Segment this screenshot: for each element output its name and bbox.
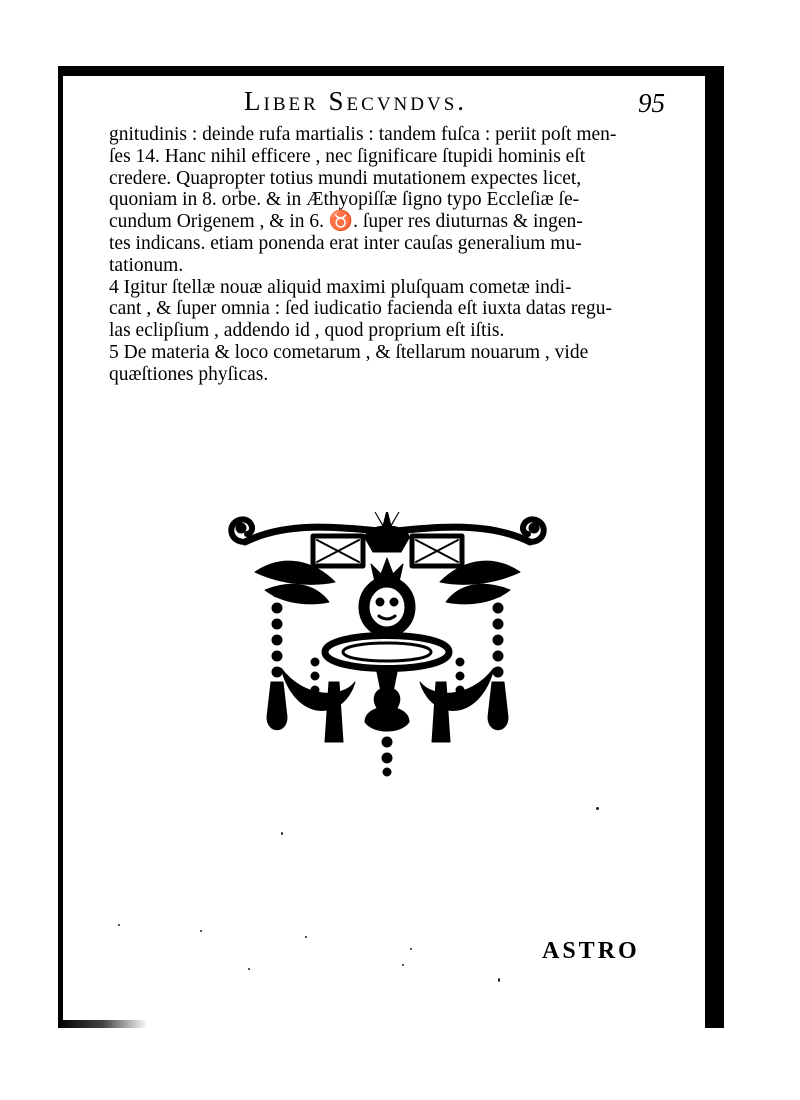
page-frame-right <box>705 66 724 1028</box>
page-frame-smudge <box>58 1020 148 1028</box>
running-head-title: Liber Secvndvs. <box>244 86 468 116</box>
page-frame-top <box>58 66 724 76</box>
text-line: las eclipſium , addendo id , quod proprium eſt iſtis. <box>109 320 505 342</box>
text-line: cant , & ſuper omnia : ſed iudicatio facienda eſt iuxta datas regu- <box>109 298 613 320</box>
page-frame-left <box>58 66 63 1028</box>
text-line: 4 Igitur ſtellæ nouæ aliquid maximi pluſquam cometæ indi- <box>109 276 572 298</box>
text-line: quæſtiones phyſicas. <box>109 363 269 385</box>
text-line: 5 De materia & loco cometarum , & ſtellarum nouarum , vide <box>109 341 589 363</box>
text-line: gnitudinis : deinde rufa martialis : tandem fuſca : periit poſt men- <box>109 124 617 145</box>
text-line: quoniam in 8. orbe. & in Æthyopiſſæ ſigno typo Eccleſiæ ſe- <box>109 189 580 211</box>
text-line: tes indicans. etiam ponenda erat inter cauſas generalium mu- <box>109 232 582 254</box>
scan-speck <box>118 924 120 926</box>
scan-speck <box>200 930 202 932</box>
scan-speck <box>402 964 404 966</box>
scan-speck <box>596 807 599 810</box>
catchword: ASTRO <box>542 938 640 964</box>
body-text <box>109 124 657 386</box>
running-head <box>110 86 665 120</box>
text-line: credere. Quapropter totius mundi mutationem expectes licet, <box>109 167 582 189</box>
text-line: cundum Origenem , & in 6. ♉. ſuper res diuturnas & ingen- <box>109 211 583 233</box>
text-line: tationum. <box>109 254 184 276</box>
scan-speck <box>248 968 250 970</box>
scan-speck <box>305 936 307 938</box>
scan-speck <box>498 978 500 982</box>
text-line: ſes 14. Hanc nihil efficere , nec ſignificare ſtupidi hominis eſt <box>109 145 586 167</box>
scan-speck <box>410 948 412 950</box>
scan-speck <box>281 832 283 835</box>
woodcut-ornament <box>225 512 550 780</box>
page-number: 95 <box>638 88 665 118</box>
